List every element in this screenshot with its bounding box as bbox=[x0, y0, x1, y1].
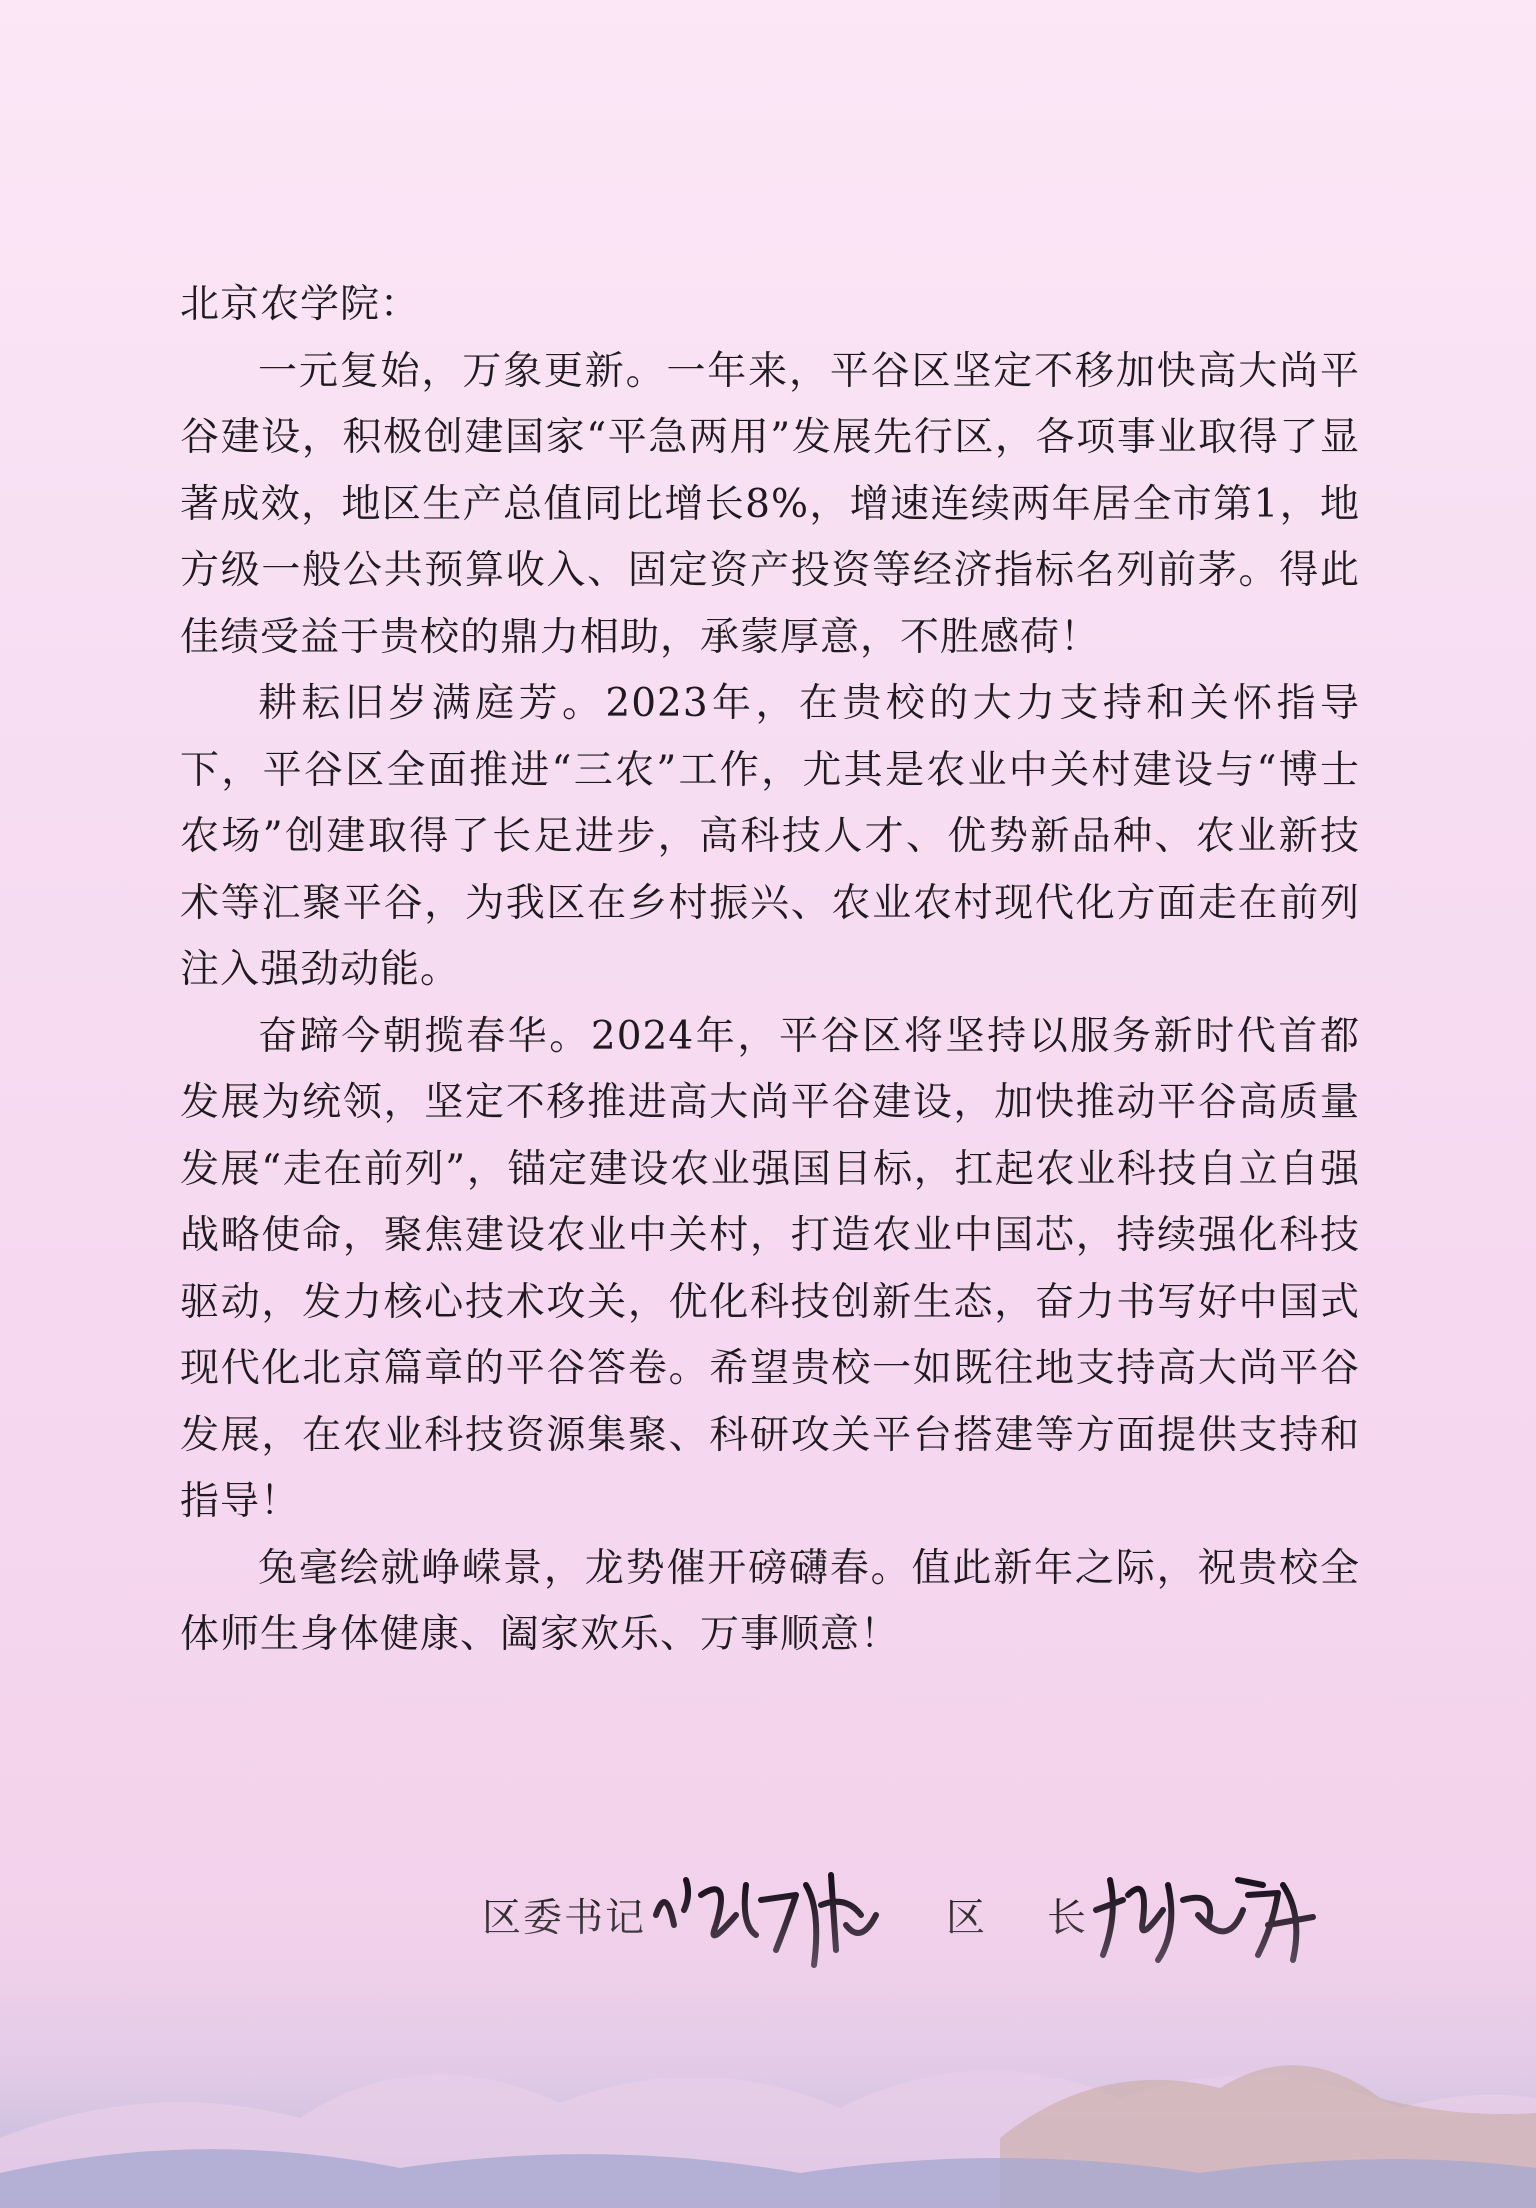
paragraph-2: 耕耘旧岁满庭芳。2023年，在贵校的大力支持和关怀指导下，平谷区全面推进“三农”工作，尤其是农业中关村建设与“博士农场”创建取得了长足进步，高科技人才、优势新品种、农业新技术等汇聚平谷，为我区在乡村振兴、农业农村现代化方面走在前列注入强劲动能。 bbox=[180, 681, 1360, 992]
letter-body bbox=[180, 272, 1360, 1669]
paragraph-4: 兔毫绘就峥嵘景，龙势催开磅礴春。值此新年之际，祝贵校全体师生身体健康、阖家欢乐、万事顺意！ bbox=[180, 1545, 1360, 1657]
salutation: 北京农学院： bbox=[180, 282, 421, 327]
cloud-decoration bbox=[0, 1888, 1536, 2208]
paragraph-3: 奋蹄今朝揽春华。2024年，平谷区将坚持以服务新时代首都发展为统领，坚定不移推进高大尚平谷建设，加快推动平谷高质量发展“走在前列”，锚定建设农业强国目标，扛起农业科技自立自强战略使命，聚焦建设农业中关村，打造农业中国芯，持续强化科技驱动，发力核心技术攻关，优化科技创新生态，奋力书写好中国式现代化北京篇章的平谷答卷。希望贵校一如既往地支持高大尚平谷发展，在农业科技资源集聚、科研攻关平台搭建等方面提供支持和指导！ bbox=[180, 1013, 1360, 1524]
paragraph-1: 一元复始，万象更新。一年来，平谷区坚定不移加快高大尚平谷建设，积极创建国家“平急两用”发展先行区，各项事业取得了显著成效，地区生产总值同比增长8%，增速连续两年居全市第1，地方级一般公共预算收入、固定资产投资等经济指标名列前茅。得此佳绩受益于贵校的鼎力相助，承蒙厚意，不胜感荷！ bbox=[180, 348, 1360, 660]
